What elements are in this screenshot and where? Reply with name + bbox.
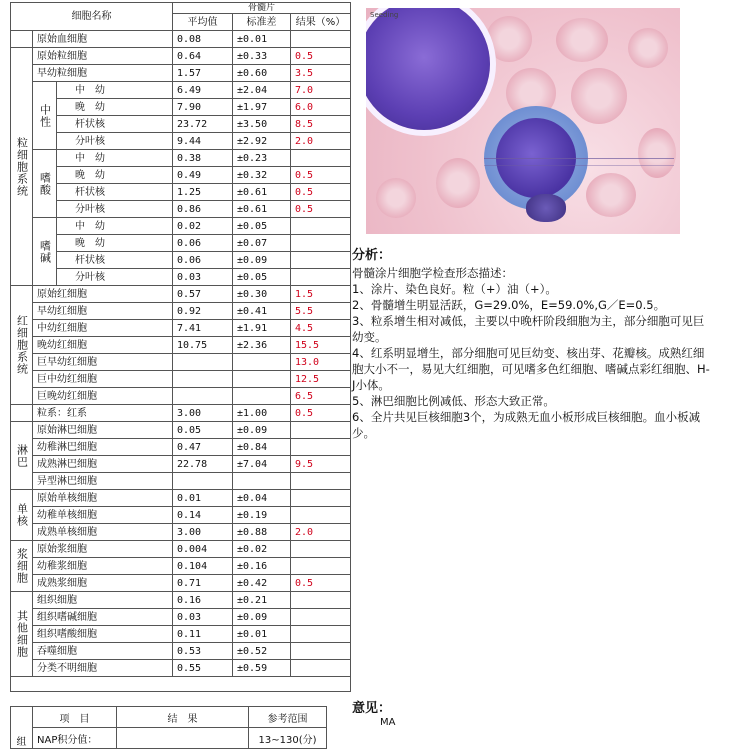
analysis-line: 骨髓涂片细胞学检查形态描述： <box>352 266 513 280</box>
result-value <box>291 473 351 490</box>
table-row <box>11 439 351 456</box>
result-value <box>291 609 351 626</box>
sd-value: ±0.19 <box>233 507 291 524</box>
opinion-title: 意见： <box>352 701 392 716</box>
large-cell <box>366 8 490 130</box>
mean-value: 7.41 <box>173 320 233 337</box>
mean-value: 1.57 <box>173 65 233 82</box>
mean-value: 0.71 <box>173 575 233 592</box>
cell-name: 分类不明细胞 <box>33 660 173 677</box>
table-row <box>11 201 351 218</box>
cell-name: 中幼红细胞 <box>33 320 173 337</box>
cell-name: 原始单核细胞 <box>33 490 173 507</box>
mean-value <box>173 388 233 405</box>
result-value <box>291 31 351 48</box>
mean-value: 0.53 <box>173 643 233 660</box>
mean-value: 0.06 <box>173 252 233 269</box>
microscope-photo <box>366 8 680 234</box>
nap-group-label: 组 <box>11 707 33 749</box>
mean-value: 23.72 <box>173 116 233 133</box>
result-value: 6.5 <box>291 388 351 405</box>
cell-name: 组织嗜碱细胞 <box>33 609 173 626</box>
sd-value: ±0.07 <box>233 235 291 252</box>
result-value <box>291 541 351 558</box>
cell-name: 分叶核 <box>57 133 173 150</box>
table-row <box>11 660 351 677</box>
table-row <box>11 354 351 371</box>
mean-value: 0.47 <box>173 439 233 456</box>
mean-value: 0.86 <box>173 201 233 218</box>
sd-value: ±0.42 <box>233 575 291 592</box>
sd-value: ±0.61 <box>233 184 291 201</box>
analysis-title: 分析： <box>352 248 392 263</box>
result-value <box>291 643 351 660</box>
table-row <box>11 337 351 354</box>
table-row <box>11 490 351 507</box>
result-value <box>291 439 351 456</box>
subgroup-eosinophil: 嗜酸 <box>33 150 57 218</box>
result-value: 0.5 <box>291 167 351 184</box>
group-plasma: 浆细胞 <box>11 541 33 592</box>
subgroup-basophil: 嗜碱 <box>33 218 57 286</box>
result-value: 6.0 <box>291 99 351 116</box>
mean-value: 0.02 <box>173 218 233 235</box>
header-mean: 平均值 <box>173 14 233 31</box>
result-value: 8.5 <box>291 116 351 133</box>
mean-value: 3.00 <box>173 524 233 541</box>
cell-name: 组织嗜酸细胞 <box>33 626 173 643</box>
sd-value: ±0.41 <box>233 303 291 320</box>
cell-name: 原始浆细胞 <box>33 541 173 558</box>
mean-value: 0.01 <box>173 490 233 507</box>
table-row <box>11 133 351 150</box>
result-value <box>291 218 351 235</box>
nap-row-result <box>117 728 249 749</box>
mean-value: 0.104 <box>173 558 233 575</box>
analysis-body <box>352 265 712 441</box>
table-row <box>11 592 351 609</box>
sd-value: ±0.30 <box>233 286 291 303</box>
sd-value: ±0.60 <box>233 65 291 82</box>
table-row <box>11 558 351 575</box>
result-value: 1.5 <box>291 286 351 303</box>
group-erythroid: 红细胞系统 <box>11 286 33 405</box>
result-value <box>291 660 351 677</box>
result-value <box>291 592 351 609</box>
result-value: 0.5 <box>291 405 351 422</box>
cell-name: 吞噬细胞 <box>33 643 173 660</box>
mean-value: 0.06 <box>173 235 233 252</box>
nap-row-name: NAP积分值： <box>33 728 117 749</box>
cell-name: 原始红细胞 <box>33 286 173 303</box>
spacer-row <box>11 677 351 692</box>
mean-value <box>173 473 233 490</box>
mean-value <box>173 371 233 388</box>
result-value: 9.5 <box>291 456 351 473</box>
result-value: 0.5 <box>291 184 351 201</box>
mean-value: 22.78 <box>173 456 233 473</box>
cell-name: 杆状核 <box>57 116 173 133</box>
cell-name: 分叶核 <box>57 201 173 218</box>
sd-value: ±0.04 <box>233 490 291 507</box>
cell-name: 晚 幼 <box>57 99 173 116</box>
header-cell-name: 细胞名称 <box>11 3 173 31</box>
mean-value: 10.75 <box>173 337 233 354</box>
cell-name: 中 幼 <box>57 218 173 235</box>
result-value <box>291 422 351 439</box>
cell-name: 组织细胞 <box>33 592 173 609</box>
table-row <box>11 150 351 167</box>
sd-value: ±0.23 <box>233 150 291 167</box>
result-value: 0.5 <box>291 201 351 218</box>
mean-value: 0.16 <box>173 592 233 609</box>
table-row <box>11 82 351 99</box>
table-row <box>11 65 351 82</box>
sd-value: ±0.84 <box>233 439 291 456</box>
table-row <box>11 388 351 405</box>
result-value: 2.0 <box>291 524 351 541</box>
sd-value: ±1.97 <box>233 99 291 116</box>
cell-name: 杆状核 <box>57 184 173 201</box>
mean-value: 0.03 <box>173 609 233 626</box>
result-value <box>291 558 351 575</box>
sd-value: ±0.21 <box>233 592 291 609</box>
nap-col-item: 项 目 <box>33 707 117 728</box>
nap-row-ref: 13~130(分) <box>249 728 327 749</box>
mean-value: 0.08 <box>173 31 233 48</box>
table-row <box>11 609 351 626</box>
analysis-line: 6、全片共见巨核细胞3个，为成熟无血小板形成巨核细胞。血小板减少。 <box>352 410 701 440</box>
sd-value: ±0.05 <box>233 269 291 286</box>
mean-value: 0.92 <box>173 303 233 320</box>
table-row <box>11 252 351 269</box>
result-value <box>291 507 351 524</box>
header-sd: 标准差 <box>233 14 291 31</box>
table-row <box>11 286 351 303</box>
result-value: 5.5 <box>291 303 351 320</box>
mean-value: 0.05 <box>173 422 233 439</box>
sd-value: ±0.16 <box>233 558 291 575</box>
table-row <box>11 422 351 439</box>
analysis-line: 4、红系明显增生，部分细胞可见巨幼变、核出芽、花瓣核。成熟红细胞大小不一，易见大红细胞，可见嗜多色红细胞、嗜碱点彩红细胞、H-J小体。 <box>352 346 710 392</box>
result-value <box>291 626 351 643</box>
analysis-line: 1、涂片、染色良好。粒（+）油（+）。 <box>352 282 557 296</box>
mean-value: 0.11 <box>173 626 233 643</box>
cell-name: 晚幼红细胞 <box>33 337 173 354</box>
mean-value: 6.49 <box>173 82 233 99</box>
cell-name: 粒系：红系 <box>33 405 173 422</box>
nap-table <box>10 706 327 749</box>
table-row <box>11 269 351 286</box>
result-value <box>291 490 351 507</box>
table-row <box>11 303 351 320</box>
cell-name: 巨中幼红细胞 <box>33 371 173 388</box>
table-row <box>11 371 351 388</box>
mean-value: 0.03 <box>173 269 233 286</box>
sd-value: ±3.50 <box>233 116 291 133</box>
cell-name: 晚 幼 <box>57 167 173 184</box>
mean-value: 0.004 <box>173 541 233 558</box>
cell-name: 异型淋巴细胞 <box>33 473 173 490</box>
cell-name: 成熟浆细胞 <box>33 575 173 592</box>
nap-col-result: 结 果 <box>117 707 249 728</box>
cell-name: 中 幼 <box>57 150 173 167</box>
table-row <box>11 31 351 48</box>
table-row <box>11 218 351 235</box>
cell-name: 晚 幼 <box>57 235 173 252</box>
cell-name: 早幼粒细胞 <box>33 65 173 82</box>
table-row <box>11 626 351 643</box>
sd-value: ±0.59 <box>233 660 291 677</box>
bone-marrow-table <box>10 2 351 692</box>
cell-name: 分叶核 <box>57 269 173 286</box>
table-row <box>11 541 351 558</box>
table-row <box>11 507 351 524</box>
cell-name: 原始血细胞 <box>33 31 173 48</box>
cell-name: 中 幼 <box>57 82 173 99</box>
sd-value: ±0.33 <box>233 48 291 65</box>
sd-value: ±0.09 <box>233 609 291 626</box>
cell-name: 巨晚幼红细胞 <box>33 388 173 405</box>
result-value <box>291 269 351 286</box>
analysis-line: 5、淋巴细胞比例减低、形态大致正常。 <box>352 394 555 408</box>
sd-value <box>233 388 291 405</box>
result-value: 13.0 <box>291 354 351 371</box>
sd-value: ±0.52 <box>233 643 291 660</box>
table-row <box>11 48 351 65</box>
cell-name: 成熟单核细胞 <box>33 524 173 541</box>
sd-value: ±2.04 <box>233 82 291 99</box>
cell-name: 早幼红细胞 <box>33 303 173 320</box>
cell-name: 幼稚浆细胞 <box>33 558 173 575</box>
result-value: 7.0 <box>291 82 351 99</box>
table-row <box>11 99 351 116</box>
table-row <box>11 167 351 184</box>
mean-value: 0.57 <box>173 286 233 303</box>
mean-value: 1.25 <box>173 184 233 201</box>
group-mono: 单核 <box>11 490 33 541</box>
mean-value: 0.55 <box>173 660 233 677</box>
mean-value: 0.49 <box>173 167 233 184</box>
result-value: 0.5 <box>291 575 351 592</box>
result-value <box>291 150 351 167</box>
cell-name: 巨早幼红细胞 <box>33 354 173 371</box>
analysis-line: 3、粒系增生相对减低，主要以中晚杆阶段细胞为主，部分细胞可见巨幼变。 <box>352 314 705 344</box>
result-value <box>291 235 351 252</box>
mean-value <box>173 354 233 371</box>
sd-value <box>233 354 291 371</box>
sd-value <box>233 473 291 490</box>
mean-value: 0.64 <box>173 48 233 65</box>
table-row <box>11 235 351 252</box>
sd-value: ±1.91 <box>233 320 291 337</box>
table-row <box>11 575 351 592</box>
table-row <box>11 643 351 660</box>
sd-value: ±0.01 <box>233 626 291 643</box>
table-row <box>11 473 351 490</box>
sd-value: ±7.04 <box>233 456 291 473</box>
sd-value <box>233 371 291 388</box>
result-value: 12.5 <box>291 371 351 388</box>
group-other: 其他细胞 <box>11 592 33 677</box>
sd-value: ±0.01 <box>233 31 291 48</box>
sd-value: ±2.36 <box>233 337 291 354</box>
opinion-text: MA <box>380 717 396 728</box>
nap-col-ref: 参考范围 <box>249 707 327 728</box>
result-value: 2.0 <box>291 133 351 150</box>
sd-value: ±0.09 <box>233 252 291 269</box>
result-value: 4.5 <box>291 320 351 337</box>
mean-value: 0.14 <box>173 507 233 524</box>
group-granulocyte: 粒细胞系统 <box>11 48 33 286</box>
sd-value: ±2.92 <box>233 133 291 150</box>
cell-name: 成熟淋巴细胞 <box>33 456 173 473</box>
result-value: 3.5 <box>291 65 351 82</box>
mean-value: 0.38 <box>173 150 233 167</box>
sd-value: ±0.02 <box>233 541 291 558</box>
cell-name: 幼稚淋巴细胞 <box>33 439 173 456</box>
sd-value: ±0.61 <box>233 201 291 218</box>
sd-value: ±0.88 <box>233 524 291 541</box>
mean-value: 9.44 <box>173 133 233 150</box>
cell-name: 杆状核 <box>57 252 173 269</box>
sd-value: ±0.32 <box>233 167 291 184</box>
result-value <box>291 252 351 269</box>
analysis-line: 2、骨髓增生明显活跃，G=29.0%，E=59.0%,G／E=0.5。 <box>352 298 666 312</box>
table-row <box>11 184 351 201</box>
table-row <box>11 456 351 473</box>
mean-value: 7.90 <box>173 99 233 116</box>
mean-value: 3.00 <box>173 405 233 422</box>
sd-value: ±1.00 <box>233 405 291 422</box>
group-lymph: 淋巴 <box>11 422 33 490</box>
cell-name: 原始淋巴细胞 <box>33 422 173 439</box>
subgroup-neutrophil: 中性 <box>33 82 57 150</box>
table-row <box>11 320 351 337</box>
table-row <box>11 524 351 541</box>
photo-label: Seeding <box>370 11 399 19</box>
sd-value: ±0.09 <box>233 422 291 439</box>
table-row <box>11 116 351 133</box>
result-value: 15.5 <box>291 337 351 354</box>
result-value: 0.5 <box>291 48 351 65</box>
header-result: 结果（%） <box>291 14 351 31</box>
cell-name: 幼稚单核细胞 <box>33 507 173 524</box>
cell-name: 原始粒细胞 <box>33 48 173 65</box>
table-row <box>11 405 351 422</box>
header-bone-marrow: 骨髓片 <box>173 3 351 14</box>
sd-value: ±0.05 <box>233 218 291 235</box>
